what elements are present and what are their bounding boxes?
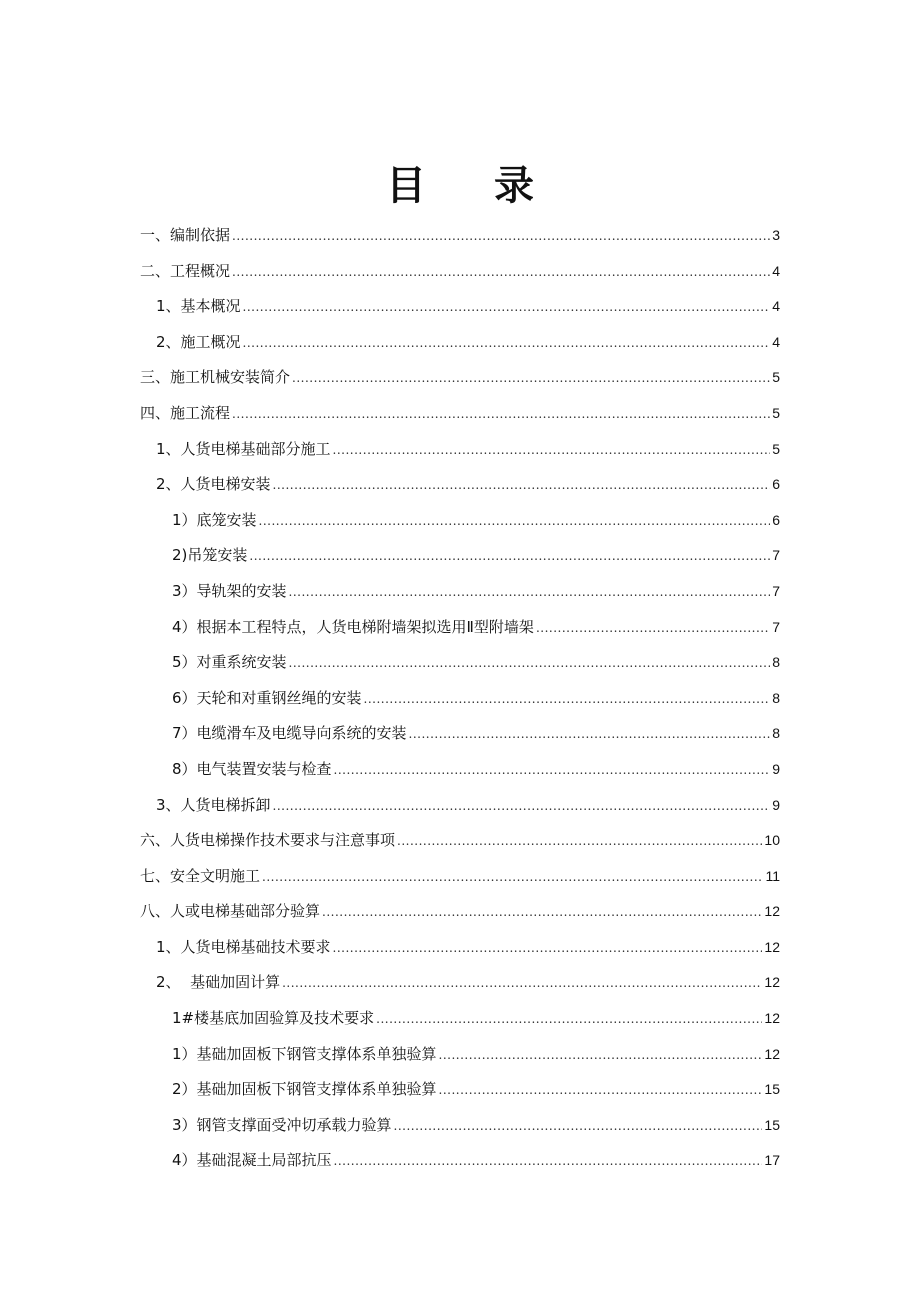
toc-entry-label: 2、施工概况: [156, 332, 241, 351]
toc-page-number: 7: [772, 618, 780, 635]
toc-entry-label: 5）对重系统安装: [172, 653, 287, 672]
toc-entry[interactable]: [140, 1143, 780, 1179]
toc-page-number: 6: [772, 476, 780, 493]
toc-entry[interactable]: [140, 503, 780, 539]
toc-entry-label: 三、施工机械安装简介: [140, 368, 291, 387]
toc-dot-leader: [334, 1144, 763, 1180]
toc-entry-label: 2）基础加固板下钢管支撑体系单独验算: [172, 1080, 437, 1099]
toc-entry-label: 4）根据本工程特点，人货电梯附墙架拟选用Ⅱ型附墙架: [172, 617, 534, 636]
toc-title: 目录: [386, 162, 602, 209]
toc-entry[interactable]: [140, 788, 780, 824]
toc-entry[interactable]: [140, 360, 780, 396]
toc-page-number: 7: [772, 582, 780, 599]
toc-dot-leader: [273, 789, 771, 825]
toc-dot-leader: [322, 895, 762, 931]
toc-entry[interactable]: [140, 610, 780, 646]
toc-page-number: 3: [772, 227, 780, 243]
toc-page-number: 12: [764, 974, 780, 991]
toc-entry-label: 1、基本概况: [156, 297, 241, 316]
toc-entry[interactable]: [140, 325, 780, 361]
toc-dot-leader: [397, 824, 762, 860]
toc-entry[interactable]: [140, 574, 780, 610]
toc-dot-leader: [536, 611, 770, 647]
toc-entry[interactable]: [140, 716, 780, 752]
toc-entry[interactable]: [140, 1037, 780, 1073]
toc-page-number: 8: [772, 654, 780, 671]
toc-entry[interactable]: [140, 645, 780, 681]
toc-entry[interactable]: [140, 752, 780, 788]
toc-page-number: 12: [764, 1045, 780, 1062]
toc-entry[interactable]: [140, 254, 780, 290]
toc-entry-label: 3）导轨架的安装: [172, 581, 287, 600]
toc-entry[interactable]: [140, 467, 780, 503]
toc-dot-leader: [333, 433, 771, 469]
toc-entry[interactable]: [140, 538, 780, 574]
toc-entry[interactable]: [140, 1001, 780, 1037]
toc-page-number: 8: [772, 689, 780, 706]
toc-entry[interactable]: [140, 965, 780, 1001]
toc-dot-leader: [364, 682, 771, 718]
toc-page-number: 11: [765, 867, 780, 884]
toc-dot-leader: [243, 326, 771, 362]
toc-entry-label: 七、安全文明施工: [140, 866, 261, 885]
toc-page-number: 17: [764, 1152, 780, 1169]
toc-entry[interactable]: [140, 859, 780, 895]
toc-dot-leader: [289, 646, 771, 682]
toc-dot-leader: [249, 539, 770, 575]
toc-list: [140, 218, 780, 1179]
toc-entry-label: 4）基础混凝土局部抗压: [172, 1151, 332, 1170]
toc-page-number: 6: [772, 511, 780, 528]
toc-entry-label: 2)吊笼安装: [172, 546, 248, 565]
toc-entry[interactable]: [140, 894, 780, 930]
toc-dot-leader: [376, 1002, 762, 1038]
toc-dot-leader: [273, 468, 771, 504]
toc-dot-leader: [394, 1109, 763, 1145]
toc-entry[interactable]: [140, 218, 780, 254]
toc-page-number: 12: [764, 938, 780, 955]
toc-entry-label: 6）天轮和对重钢丝绳的安装: [172, 688, 362, 707]
toc-page-number: 10: [764, 832, 780, 849]
toc-entry-label: 1）底笼安装: [172, 510, 257, 529]
toc-entry-label: 2、 基础加固计算: [156, 973, 281, 992]
toc-page-number: 12: [764, 903, 780, 920]
toc-dot-leader: [333, 931, 763, 967]
toc-page-number: 5: [772, 440, 780, 457]
toc-page-number: 5: [772, 404, 780, 421]
toc-entry-label: 3）钢管支撑面受冲切承载力验算: [172, 1115, 392, 1134]
toc-page-number: 9: [772, 760, 780, 777]
toc-entry[interactable]: [140, 289, 780, 325]
toc-page-number: 4: [772, 333, 780, 350]
toc-dot-leader: [232, 255, 770, 291]
toc-entry[interactable]: [140, 930, 780, 966]
toc-entry-label: 1）基础加固板下钢管支撑体系单独验算: [172, 1044, 437, 1063]
toc-dot-leader: [439, 1038, 763, 1074]
toc-entry[interactable]: [140, 823, 780, 859]
toc-page-number: 12: [764, 1010, 780, 1027]
toc-page-number: 7: [772, 547, 780, 564]
toc-entry-label: 8）电气装置安装与检查: [172, 759, 332, 778]
toc-entry[interactable]: [140, 1072, 780, 1108]
toc-entry[interactable]: [140, 1108, 780, 1144]
toc-dot-leader: [262, 860, 763, 896]
toc-entry-label: 1#楼基底加固验算及技术要求: [172, 1009, 375, 1028]
toc-dot-leader: [243, 290, 771, 326]
toc-entry-label: 3、人货电梯拆卸: [156, 795, 271, 814]
toc-entry-label: 1、人货电梯基础部分施工: [156, 439, 331, 458]
toc-dot-leader: [282, 966, 762, 1002]
toc-dot-leader: [409, 717, 771, 753]
toc-entry-label: 二、工程概况: [140, 261, 231, 280]
toc-page-number: 5: [772, 369, 780, 386]
toc-entry[interactable]: [140, 396, 780, 432]
toc-entry-label: 1、人货电梯基础技术要求: [156, 937, 331, 956]
toc-entry[interactable]: [140, 432, 780, 468]
toc-entry-label: 六、人货电梯操作技术要求与注意事项: [140, 831, 396, 850]
toc-page-number: 15: [764, 1116, 780, 1133]
toc-entry-label: 7）电缆滑车及电缆导向系统的安装: [172, 724, 407, 743]
toc-page-number: 9: [772, 796, 780, 813]
toc-entry-label: 一、编制依据: [140, 226, 231, 244]
toc-entry-label: 八、人或电梯基础部分验算: [140, 902, 321, 921]
toc-dot-leader: [259, 504, 771, 540]
toc-page-number: 4: [772, 298, 780, 315]
toc-dot-leader: [289, 575, 771, 611]
toc-entry-label: 2、人货电梯安装: [156, 475, 271, 494]
toc-entry[interactable]: [140, 681, 780, 717]
toc-page-number: 8: [772, 725, 780, 742]
toc-dot-leader: [334, 753, 771, 789]
toc-page-number: 4: [772, 262, 780, 279]
toc-dot-leader: [232, 219, 770, 255]
toc-entry-label: 四、施工流程: [140, 403, 231, 422]
toc-dot-leader: [292, 361, 770, 397]
toc-dot-leader: [232, 397, 770, 433]
toc-page-number: 15: [764, 1081, 780, 1098]
toc-dot-leader: [439, 1073, 763, 1109]
